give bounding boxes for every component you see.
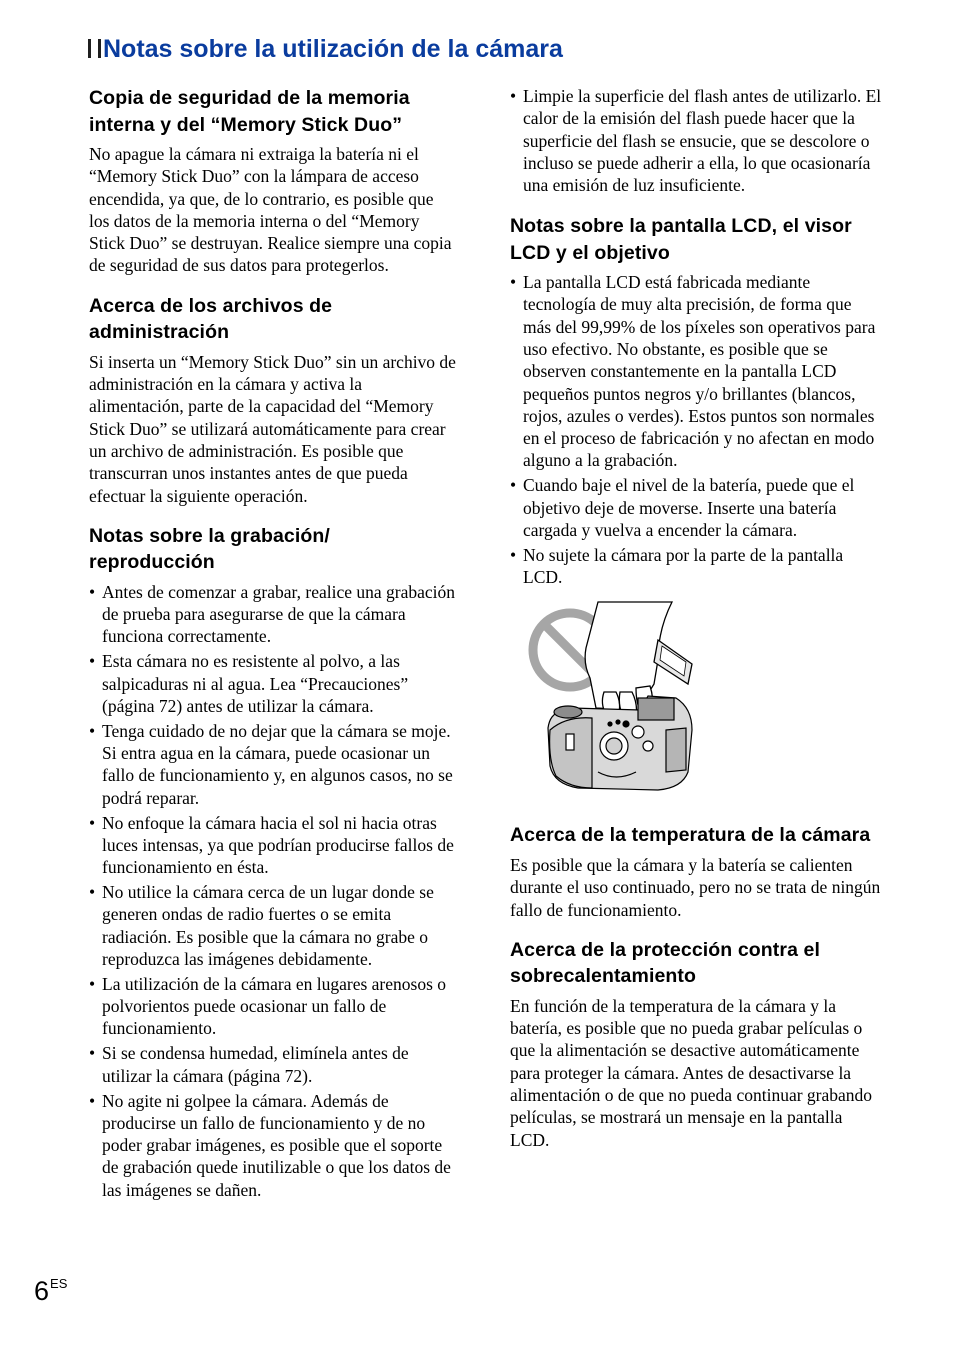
list-item: • No enfoque la cámara hacia el sol ni hacia otras luces intensas, ya que podrían producirse fallos de funcionamiento en ésta.	[89, 812, 457, 879]
right-column	[510, 85, 882, 1151]
overheat-text: En función de la temperatura de la cámara y la batería, es posible que no pueda grabar películas o que la alimentación se desactive automáticamente para proteger la cámara. Antes de desactivarse la alimentación o de que no pueda continuar grabando películas, se mostrará un mensaje en la pantalla LCD.	[510, 995, 873, 1150]
camera-icon	[548, 696, 692, 790]
page-number-value: 6	[34, 1276, 50, 1306]
admin-files-text: Si inserta un “Memory Stick Duo” sin un archivo de administración en la cámara y activa la alimentación, parte de la capacidad del “Memory Stick Duo” se utilizará automáticamente para crear un archivo de administración. Es posible que transcurran unos instantes antes de que pueda efectuar la siguiente operación.	[89, 351, 456, 506]
page-number	[34, 1265, 67, 1310]
list-item: • No utilice la cámara cerca de un lugar donde se generen ondas de radio fuertes o se emita radiación. Es posible que la cámara no grabe o reproduzca las imágenes debidamente.	[89, 881, 457, 970]
list-item: • No agite ni golpee la cámara. Además de producirse un fallo de funcionamiento y de no poder grabar imágenes, es posible que el soporte de grabación quede inutilizable o que los datos de las imágenes se dañen.	[89, 1090, 457, 1201]
backup-text: No apague la cámara ni extraiga la batería ni el “Memory Stick Duo” con la lámpara de acceso encendida, ya que, de lo contrario, es posible que los datos de la memoria interna o del “Memory Stick Duo” se destruyan. Realice siempre una copia de seguridad de sus datos para protegerlos.	[89, 144, 452, 276]
lcd-heading: Notas sobre la pantalla LCD, el visor LCD y el objetivo	[510, 215, 852, 264]
left-column	[89, 85, 457, 1204]
recording-list	[89, 581, 457, 1201]
temperature-heading: Acerca de la temperatura de la cámara	[510, 824, 871, 847]
page-title-text: Notas sobre la utilización de la cámara	[103, 35, 563, 63]
temperature-text: Es posible que la cámara y la batería se calienten durante el uso continuado, pero no se trata de ningún fallo de funcionamiento.	[510, 854, 881, 920]
list-item: • Limpie la superficie del flash antes de utilizarlo. El calor de la emisión del flash puede hacer que la superficie del flash se ensucie, que se descolore o incluso se puede adherir a ella, lo que ocasionaría una emisión de luz insuficiente.	[510, 85, 882, 196]
overheat-heading: Acerca de la protección contra el sobrecalentamiento	[510, 938, 820, 988]
recording-heading: Notas sobre la grabación/ reproducción	[89, 524, 330, 574]
list-item: • Antes de comenzar a grabar, realice una grabación de prueba para asegurarse de que la cámara funciona correctamente.	[89, 581, 457, 648]
page-lang-code: ES	[50, 1276, 68, 1291]
admin-files-heading: Acerca de los archivos de administración	[89, 294, 333, 344]
list-item: • Tenga cuidado de no dejar que la cámara se moje. Si entra agua en la cámara, puede ocasionar un fallo de funcionamiento y, en algunos casos, no se podrá reparar.	[89, 720, 457, 809]
list-item: • No sujete la cámara por la parte de la pantalla LCD.	[510, 544, 882, 589]
list-item: • Esta cámara no es resistente al polvo, a las salpicaduras ni al agua. Lea “Precauciones” (página 72) antes de utilizar la cámara.	[89, 650, 457, 717]
page-title	[88, 32, 908, 66]
lcd-list	[510, 271, 882, 588]
list-item: • Cuando baje el nivel de la batería, puede que el objetivo deje de moverse. Inserte una batería cargada y vuelva a encender la cámara.	[510, 474, 882, 541]
section-marker-icon	[88, 39, 101, 58]
backup-heading: Copia de seguridad de la memoria interna y del “Memory Stick Duo”	[89, 87, 410, 136]
lcd-panel-icon	[654, 640, 692, 684]
list-item: • La utilización de la cámara en lugares arenosos o polvorientos puede ocasionar un fallo de funcionamiento.	[89, 973, 457, 1040]
list-item: • La pantalla LCD está fabricada mediante tecnología de muy alta precisión, de forma que más del 99,99% de los píxeles son operativos para uso efectivo. No obstante, es posible que se observen constantemente en la pantalla LCD pequeños puntos negros y/o brillantes (blancos, rojos, azules o verdes). Estos puntos son normales en el proceso de fabricación y no afectan en modo alguno a la grabación.	[510, 271, 882, 472]
camera-hold-illustration	[526, 600, 726, 800]
flash-list	[510, 85, 882, 196]
list-item: • Si se condensa humedad, elimínela antes de utilizar la cámara (página 72).	[89, 1042, 457, 1087]
